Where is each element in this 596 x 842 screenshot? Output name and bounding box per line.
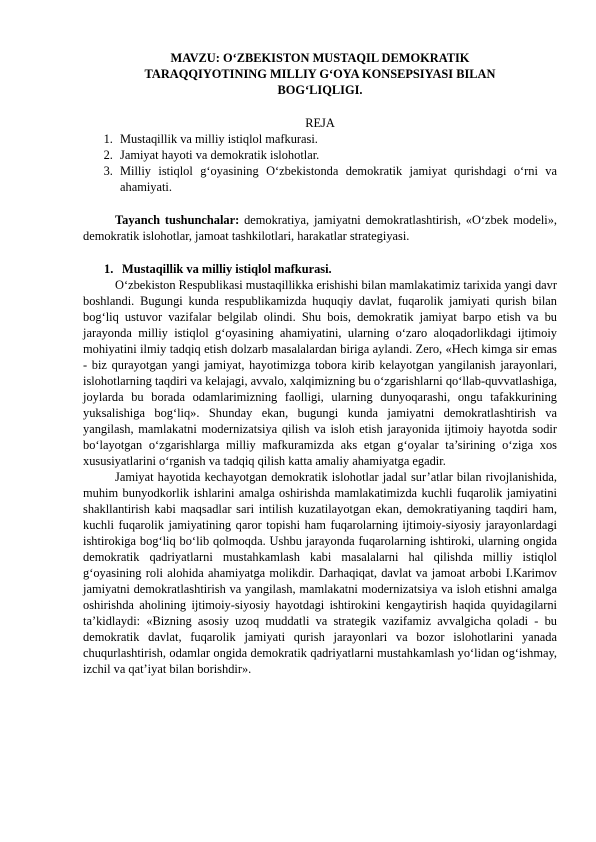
plan-item: 1. Mustaqillik va milliy istiqlol mafkurasi. — [116, 131, 557, 147]
section-number: 1. — [104, 262, 114, 276]
document-title: MAVZU: O‘ZBEKISTON MUSTAQIL DEMOKRATIK TARAQQIYOTINING MILLIY G‘OYA KONSEPSIYASI BILAN BOG‘LIQLIGI. — [144, 51, 496, 97]
plan-item: 2. Jamiyat hayoti va demokratik islohotlar. — [116, 147, 557, 163]
key-concepts — [83, 212, 557, 244]
body-paragraph: Jamiyat hayotida kechayotgan demokratik islohotlar jadal sur’atlar bilan rivojlanishida, muhim bunyodkorlik ishlarini amalga oshirishda mamlakatimizda kuchli fuqarolik jamiyatini shakllantirish kabi maqsadlar sari intilish kuzatilayotgan ekan, demokratiyaning taqdiri ham, kuchli fuqarolik jamiyatining qaror topishi ham fuqarolarning ijtimoiy-siyosiy jarayonlardagi ishtirokiga bog‘liq bo‘lib qolmoqda. Ushbu jarayonda fuqarolarning ishtiroki, ularning ongida demokratik qadriyatlarni mustahkamlash kabi masalalarni hal qilishda milliy istiqlol g‘oyasining roli alohida ahamiyatga molikdir. Darhaqiqat, davlat va jamoat arbobi I.Karimov jamiyatni demokratlashtirish va yangilash, mamlakatni modernizatsiya va isloh etishni amalga oshirishda aholining ijtimoiy-siyosiy hayotdagi ishtirokini kengaytirish haqida quyidagilarni ta’kidlaydi: «Bizning asosiy uzoq muddatli va strategik vazifamiz avvalgicha qoladi - bu demokratik davlat, fuqarolik jamiyati qurish jarayonlari va bozor islohotlarini yanada chuqurlashtirish, odamlar ongida demokratik qadriyatlarni mustahkamlash yo‘lidan og‘ishmay, izchil va qat’iyat bilan borishdir». — [83, 470, 557, 676]
plan-heading: REJA — [305, 116, 335, 130]
plan-list — [83, 131, 557, 195]
body-paragraph: O‘zbekiston Respublikasi mustaqillikka erishishi bilan mamlakatimiz tarixida yangi davr boshlandi. Bugungi kunda respublikamizda huquqiy davlat, fuqarolik jamiyati qurish bilan bog‘liq ustuvor vazifalar belgilab olindi. Shu bois, demokratik jamiyat barpo etish va bu jarayonda milliy istiqlol g‘oyasining ahamiyatini, ularning o‘zaro aloqadorlikdagi ijtimoiy mohiyatini ilmiy tadqiq etish dolzarb masalalardan biriga aylandi. Zero, «Hech kimga sir emas - biz qurayotgan yangi jamiyat, hayotimizga tobora kirib kelayotgan yangilanish jarayonlari, islohotlarning taqdiri va kelajagi, avvalo, xalqimizning bu o‘zgarishlarni qo‘llab-quvvatlashiga, joylarda bu borada odamlarimizning faolligi, ularning dunyoqarashi, ongu tafakkurining yuksalishiga bog‘liq». Shunday ekan, bugungi kunda jamiyatni demokratlashtirish va yangilash, mamlakatni modernizatsiya qilish va isloh etish jarayonida ijtimoiy hayotda sodir bo‘layotgan o‘zgarishlarga milliy mafkuramizda aks etgan g‘oyalar ta’sirining o‘ziga xos xususiyatlarini o‘rganish va tadqiq qilish katta amaliy ahamiyatga egadir. — [83, 278, 557, 468]
key-concepts-label: Tayanch tushunchalar: — [115, 213, 240, 227]
section-heading — [83, 261, 557, 277]
key-concepts-text: demokratiya, jamiyatni demokratlashtirish, «O‘zbek modeli», demokratik islohotlar, jamoat tashkilotlari, harakatlar strategiyasi. — [83, 213, 557, 243]
plan-item: 3. Milliy istiqlol g‘oyasining O‘zbekistonda demokratik jamiyat qurishdagi o‘rni va ahamiyati. — [116, 163, 557, 195]
section-title: Mustaqillik va milliy istiqlol mafkurasi. — [122, 262, 332, 276]
